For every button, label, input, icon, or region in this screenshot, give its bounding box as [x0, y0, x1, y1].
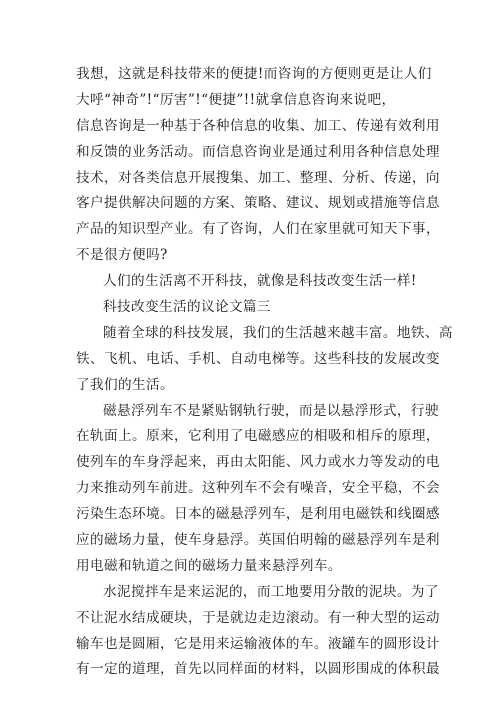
- text-line: 了我们的生活。: [76, 376, 174, 393]
- text-line: 产品的知识型产业。有了咨询，人们在家里就可知天下事，: [76, 221, 440, 238]
- text-line: 有一定的道理，首先以同样面的材料，以圆形围成的体积最: [76, 661, 440, 678]
- text-line: 用电磁和轨道之间的磁场力量来悬浮列车。: [76, 557, 342, 574]
- text-line: 不让泥水结成硬块，于是就边走边滚动。有一种大型的运动: [76, 609, 440, 626]
- text-line: 科技改变生活的议论文篇三: [103, 299, 271, 316]
- text-line: 铁、飞机、电话、手机、自动电梯等。这些科技的发展改变: [76, 350, 440, 367]
- text-line: 在轨面上。原来，它利用了电磁感应的相吸和相斥的原理，: [76, 428, 440, 445]
- text-line: 应的磁场力量，使车身悬浮。英国伯明翰的磁悬浮列车是利: [76, 532, 440, 549]
- text-line: 水泥搅拌车是来运泥的，而工地要用分散的泥块。为了: [103, 583, 439, 600]
- text-line: 人们的生活离不开科技，就像是科技改变生活一样!: [103, 273, 417, 290]
- text-line: 力来推动列车前进。这种列车不会有噪音，安全平稳，不会: [76, 480, 440, 497]
- text-line: 信息咨询是一种基于各种信息的收集、加工、传递有效利用: [76, 117, 440, 134]
- text-line: 客户提供解决问题的方案、策略、建议、规划或措施等信息: [76, 195, 440, 212]
- text-line: 和反馈的业务活动。而信息咨询业是通过利用各种信息处理: [76, 143, 440, 160]
- body-text: [76, 62, 453, 683]
- text-line: 我想，这就是科技带来的便捷!而咨询的方便则更是让人们: [76, 66, 432, 82]
- text-line: 输车也是圆厢，它是用来运输液体的车。液罐车的圆形设计: [76, 635, 440, 652]
- text-line: 大呼“神奇”!“厉害”!“便捷”!!就拿信息咨询来说吧，: [76, 91, 396, 108]
- text-line: 磁悬浮列车不是紧贴钢轨行驶，而是以悬浮形式，行驶: [103, 402, 439, 419]
- text-line: 使列车的车身浮起来，再由太阳能、风力或水力等发动的电: [76, 454, 440, 471]
- text-line: 随着全球的科技发展，我们的生活越来越丰富。地铁、高: [103, 324, 453, 341]
- text-line: 技术，对各类信息开展搜集、加工、整理、分析、传递，向: [76, 169, 440, 186]
- text-line: 不是很方便吗?: [76, 247, 168, 264]
- text-line: 污染生态环境。日本的磁悬浮列车，是利用电磁铁和线圈感: [76, 506, 440, 523]
